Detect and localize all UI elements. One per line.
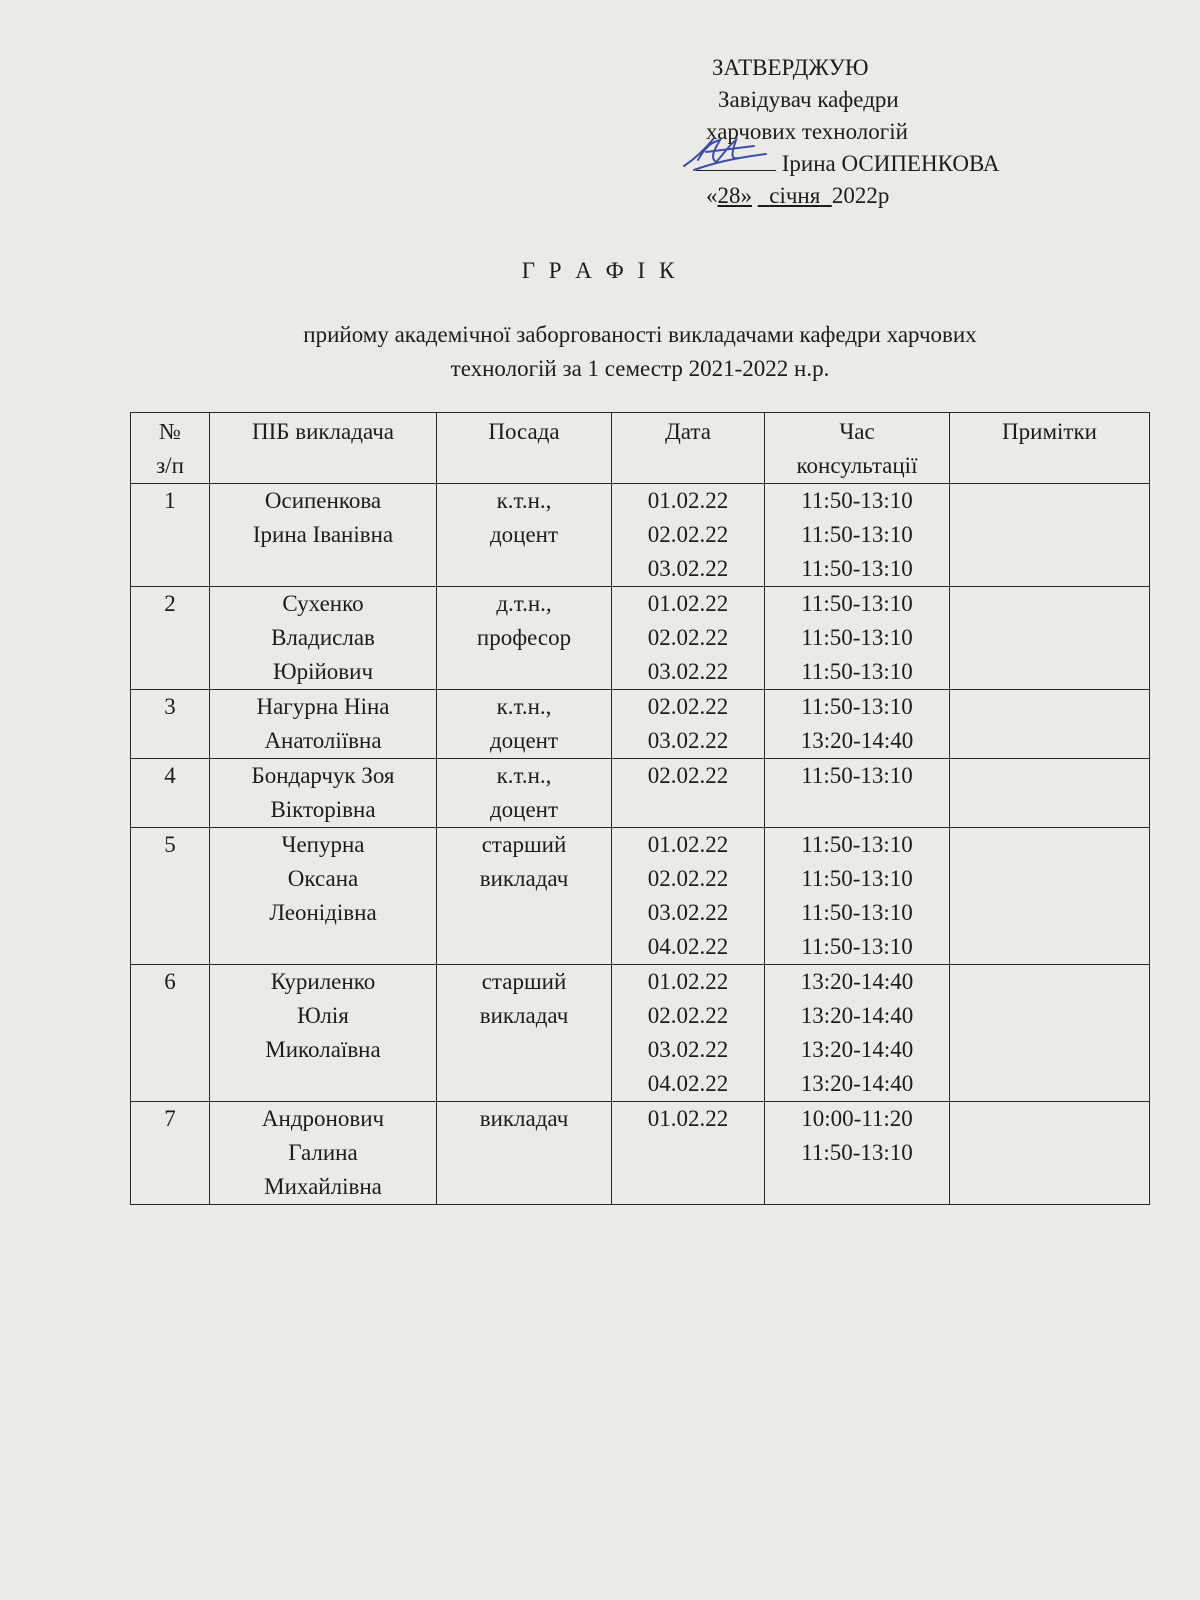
approval-date-month bbox=[758, 183, 832, 208]
subtitle-line1: прийому академічної заборгованості викладачами кафедри харчових bbox=[303, 322, 977, 347]
cell-name-line: Галина bbox=[288, 1140, 358, 1165]
approval-date-month-text: січня bbox=[769, 183, 821, 208]
cell-name-line: Оксана bbox=[287, 866, 359, 891]
approval-date-year: 2022р bbox=[831, 183, 890, 208]
header-time-line1: Час bbox=[839, 419, 875, 444]
cell-dates-line: 02.02.22 bbox=[647, 694, 729, 719]
cell-num: 3 bbox=[131, 690, 210, 759]
cell-times-line: 11:50-13:10 bbox=[801, 694, 913, 719]
header-name: ПІБ викладача bbox=[210, 413, 437, 484]
table-row bbox=[131, 1102, 1150, 1205]
cell-dates bbox=[612, 587, 765, 690]
cell-dates-line: 03.02.22 bbox=[647, 728, 729, 753]
cell-times bbox=[765, 690, 950, 759]
table-row bbox=[131, 484, 1150, 587]
cell-dates-line: 03.02.22 bbox=[647, 1037, 729, 1062]
cell-dates-line: 02.02.22 bbox=[647, 1003, 729, 1028]
cell-num: 2 bbox=[131, 587, 210, 690]
approver-signature-line bbox=[696, 148, 999, 180]
approval-date bbox=[706, 180, 999, 212]
cell-times-line: 11:50-13:10 bbox=[801, 522, 913, 547]
cell-times bbox=[765, 484, 950, 587]
signature-icon bbox=[676, 128, 776, 178]
cell-dates bbox=[612, 965, 765, 1102]
subtitle-line2: технологій за 1 семестр 2021-2022 н.р. bbox=[450, 356, 830, 381]
cell-name-line: Владислав bbox=[271, 625, 375, 650]
document-subtitle bbox=[130, 318, 1150, 386]
cell-position bbox=[437, 690, 612, 759]
approver-position-line2: харчових технологій bbox=[706, 119, 908, 144]
cell-notes bbox=[950, 484, 1150, 587]
table-row bbox=[131, 759, 1150, 828]
cell-name-line: Сухенко bbox=[282, 591, 364, 616]
cell-times-line: 11:50-13:10 bbox=[801, 556, 913, 581]
cell-notes bbox=[950, 828, 1150, 965]
cell-dates bbox=[612, 828, 765, 965]
cell-times-line: 11:50-13:10 bbox=[801, 625, 913, 650]
header-date: Дата bbox=[612, 413, 765, 484]
header-position: Посада bbox=[437, 413, 612, 484]
cell-notes bbox=[950, 1102, 1150, 1205]
header-notes: Примітки bbox=[950, 413, 1150, 484]
cell-name-line: Анатоліївна bbox=[264, 728, 382, 753]
cell-position-line: викладач bbox=[479, 1003, 569, 1028]
cell-times-line: 11:50-13:10 bbox=[801, 763, 913, 788]
cell-num: 6 bbox=[131, 965, 210, 1102]
table-row bbox=[131, 587, 1150, 690]
cell-position-line: професор bbox=[476, 625, 572, 650]
cell-name-line: Михайлівна bbox=[264, 1174, 382, 1199]
approval-date-open-quote: « bbox=[706, 183, 718, 208]
cell-times-line: 13:20-14:40 bbox=[800, 1003, 914, 1028]
cell-dates-line: 01.02.22 bbox=[647, 591, 729, 616]
cell-num: 7 bbox=[131, 1102, 210, 1205]
cell-times-line: 13:20-14:40 bbox=[800, 969, 914, 994]
cell-position-line: викладач bbox=[479, 1106, 569, 1131]
cell-dates bbox=[612, 759, 765, 828]
cell-dates-line: 03.02.22 bbox=[647, 659, 729, 684]
cell-position-line: д.т.н., bbox=[496, 591, 552, 616]
cell-times-line: 13:20-14:40 bbox=[800, 1071, 914, 1096]
table-row bbox=[131, 690, 1150, 759]
cell-times-line: 11:50-13:10 bbox=[801, 934, 913, 959]
approval-block bbox=[706, 52, 1000, 212]
table-row bbox=[131, 965, 1150, 1102]
cell-name bbox=[210, 690, 437, 759]
cell-position-line: к.т.н., bbox=[496, 763, 552, 788]
approval-date-close-quote: » bbox=[740, 183, 752, 208]
cell-name-line: Вікторівна bbox=[270, 797, 376, 822]
cell-dates-line: 02.02.22 bbox=[647, 625, 729, 650]
cell-dates-line: 03.02.22 bbox=[647, 900, 729, 925]
cell-num: 1 bbox=[131, 484, 210, 587]
header-num-line2: з/п bbox=[156, 453, 184, 478]
cell-dates-line: 02.02.22 bbox=[647, 866, 729, 891]
cell-position-line: к.т.н., bbox=[496, 694, 552, 719]
cell-name bbox=[210, 1102, 437, 1205]
cell-times bbox=[765, 587, 950, 690]
cell-times-line: 11:50-13:10 bbox=[801, 659, 913, 684]
cell-notes bbox=[950, 759, 1150, 828]
cell-dates-line: 01.02.22 bbox=[647, 488, 729, 513]
cell-times-line: 11:50-13:10 bbox=[801, 591, 913, 616]
cell-position bbox=[437, 759, 612, 828]
header-num-line1: № bbox=[159, 419, 181, 444]
cell-name-line: Юрійович bbox=[272, 659, 374, 684]
cell-notes bbox=[950, 587, 1150, 690]
cell-name-line: Леонідівна bbox=[269, 900, 377, 925]
cell-notes bbox=[950, 965, 1150, 1102]
cell-position bbox=[437, 1102, 612, 1205]
approver-position-line1: Завідувач кафедри bbox=[718, 87, 899, 112]
cell-times bbox=[765, 1102, 950, 1205]
cell-num: 5 bbox=[131, 828, 210, 965]
cell-position-line: викладач bbox=[479, 866, 569, 891]
cell-times bbox=[765, 759, 950, 828]
cell-dates bbox=[612, 690, 765, 759]
schedule-table-body bbox=[131, 484, 1150, 1205]
cell-times bbox=[765, 965, 950, 1102]
approval-date-day: 28 bbox=[717, 183, 741, 208]
cell-dates-line: 04.02.22 bbox=[647, 934, 729, 959]
table-row bbox=[131, 828, 1150, 965]
cell-times-line: 11:50-13:10 bbox=[801, 832, 913, 857]
cell-name-line: Юлія bbox=[297, 1003, 349, 1028]
cell-dates-line: 02.02.22 bbox=[647, 763, 729, 788]
cell-name-line: Ірина Іванівна bbox=[252, 522, 394, 547]
cell-num: 4 bbox=[131, 759, 210, 828]
cell-position bbox=[437, 484, 612, 587]
cell-name bbox=[210, 759, 437, 828]
cell-times-line: 13:20-14:40 bbox=[800, 728, 914, 753]
cell-name-line: Чепурна bbox=[281, 832, 365, 857]
cell-position bbox=[437, 828, 612, 965]
cell-name-line: Андронович bbox=[261, 1106, 385, 1131]
cell-dates-line: 01.02.22 bbox=[647, 832, 729, 857]
cell-dates-line: 01.02.22 bbox=[647, 1106, 729, 1131]
cell-times-line: 11:50-13:10 bbox=[801, 488, 913, 513]
cell-position-line: к.т.н., bbox=[496, 488, 552, 513]
header-time bbox=[765, 413, 950, 484]
cell-position-line: старший bbox=[481, 832, 567, 857]
cell-times-line: 11:50-13:10 bbox=[801, 866, 913, 891]
cell-times-line: 10:00-11:20 bbox=[801, 1106, 913, 1131]
approve-label: ЗАТВЕРДЖУЮ bbox=[712, 55, 869, 80]
cell-name bbox=[210, 965, 437, 1102]
cell-dates bbox=[612, 484, 765, 587]
cell-notes bbox=[950, 690, 1150, 759]
cell-name-line: Миколаївна bbox=[265, 1037, 381, 1062]
cell-position bbox=[437, 965, 612, 1102]
cell-name-line: Осипенкова bbox=[264, 488, 382, 513]
cell-name bbox=[210, 828, 437, 965]
cell-times-line: 11:50-13:10 bbox=[801, 900, 913, 925]
cell-dates-line: 01.02.22 bbox=[647, 969, 729, 994]
cell-position-line: доцент bbox=[489, 522, 559, 547]
schedule-table bbox=[130, 412, 1150, 1205]
cell-name-line: Нагурна Ніна bbox=[256, 694, 390, 719]
cell-times bbox=[765, 828, 950, 965]
approver-name: Ірина ОСИПЕНКОВА bbox=[781, 151, 1000, 176]
cell-position-line: доцент bbox=[489, 797, 559, 822]
cell-dates-line: 04.02.22 bbox=[647, 1071, 729, 1096]
cell-name-line: Куриленко bbox=[270, 969, 376, 994]
header-num bbox=[131, 413, 210, 484]
header-time-line2: консультації bbox=[796, 453, 918, 478]
cell-position bbox=[437, 587, 612, 690]
cell-position-line: старший bbox=[481, 969, 567, 994]
cell-name-line: Бондарчук Зоя bbox=[251, 763, 395, 788]
cell-dates bbox=[612, 1102, 765, 1205]
cell-dates-line: 03.02.22 bbox=[647, 556, 729, 581]
cell-times-line: 13:20-14:40 bbox=[800, 1037, 914, 1062]
document-title: Г Р А Ф І К bbox=[521, 258, 679, 283]
table-header-row bbox=[131, 413, 1150, 484]
cell-name bbox=[210, 587, 437, 690]
cell-position-line: доцент bbox=[489, 728, 559, 753]
cell-name bbox=[210, 484, 437, 587]
cell-dates-line: 02.02.22 bbox=[647, 522, 729, 547]
cell-times-line: 11:50-13:10 bbox=[801, 1140, 913, 1165]
